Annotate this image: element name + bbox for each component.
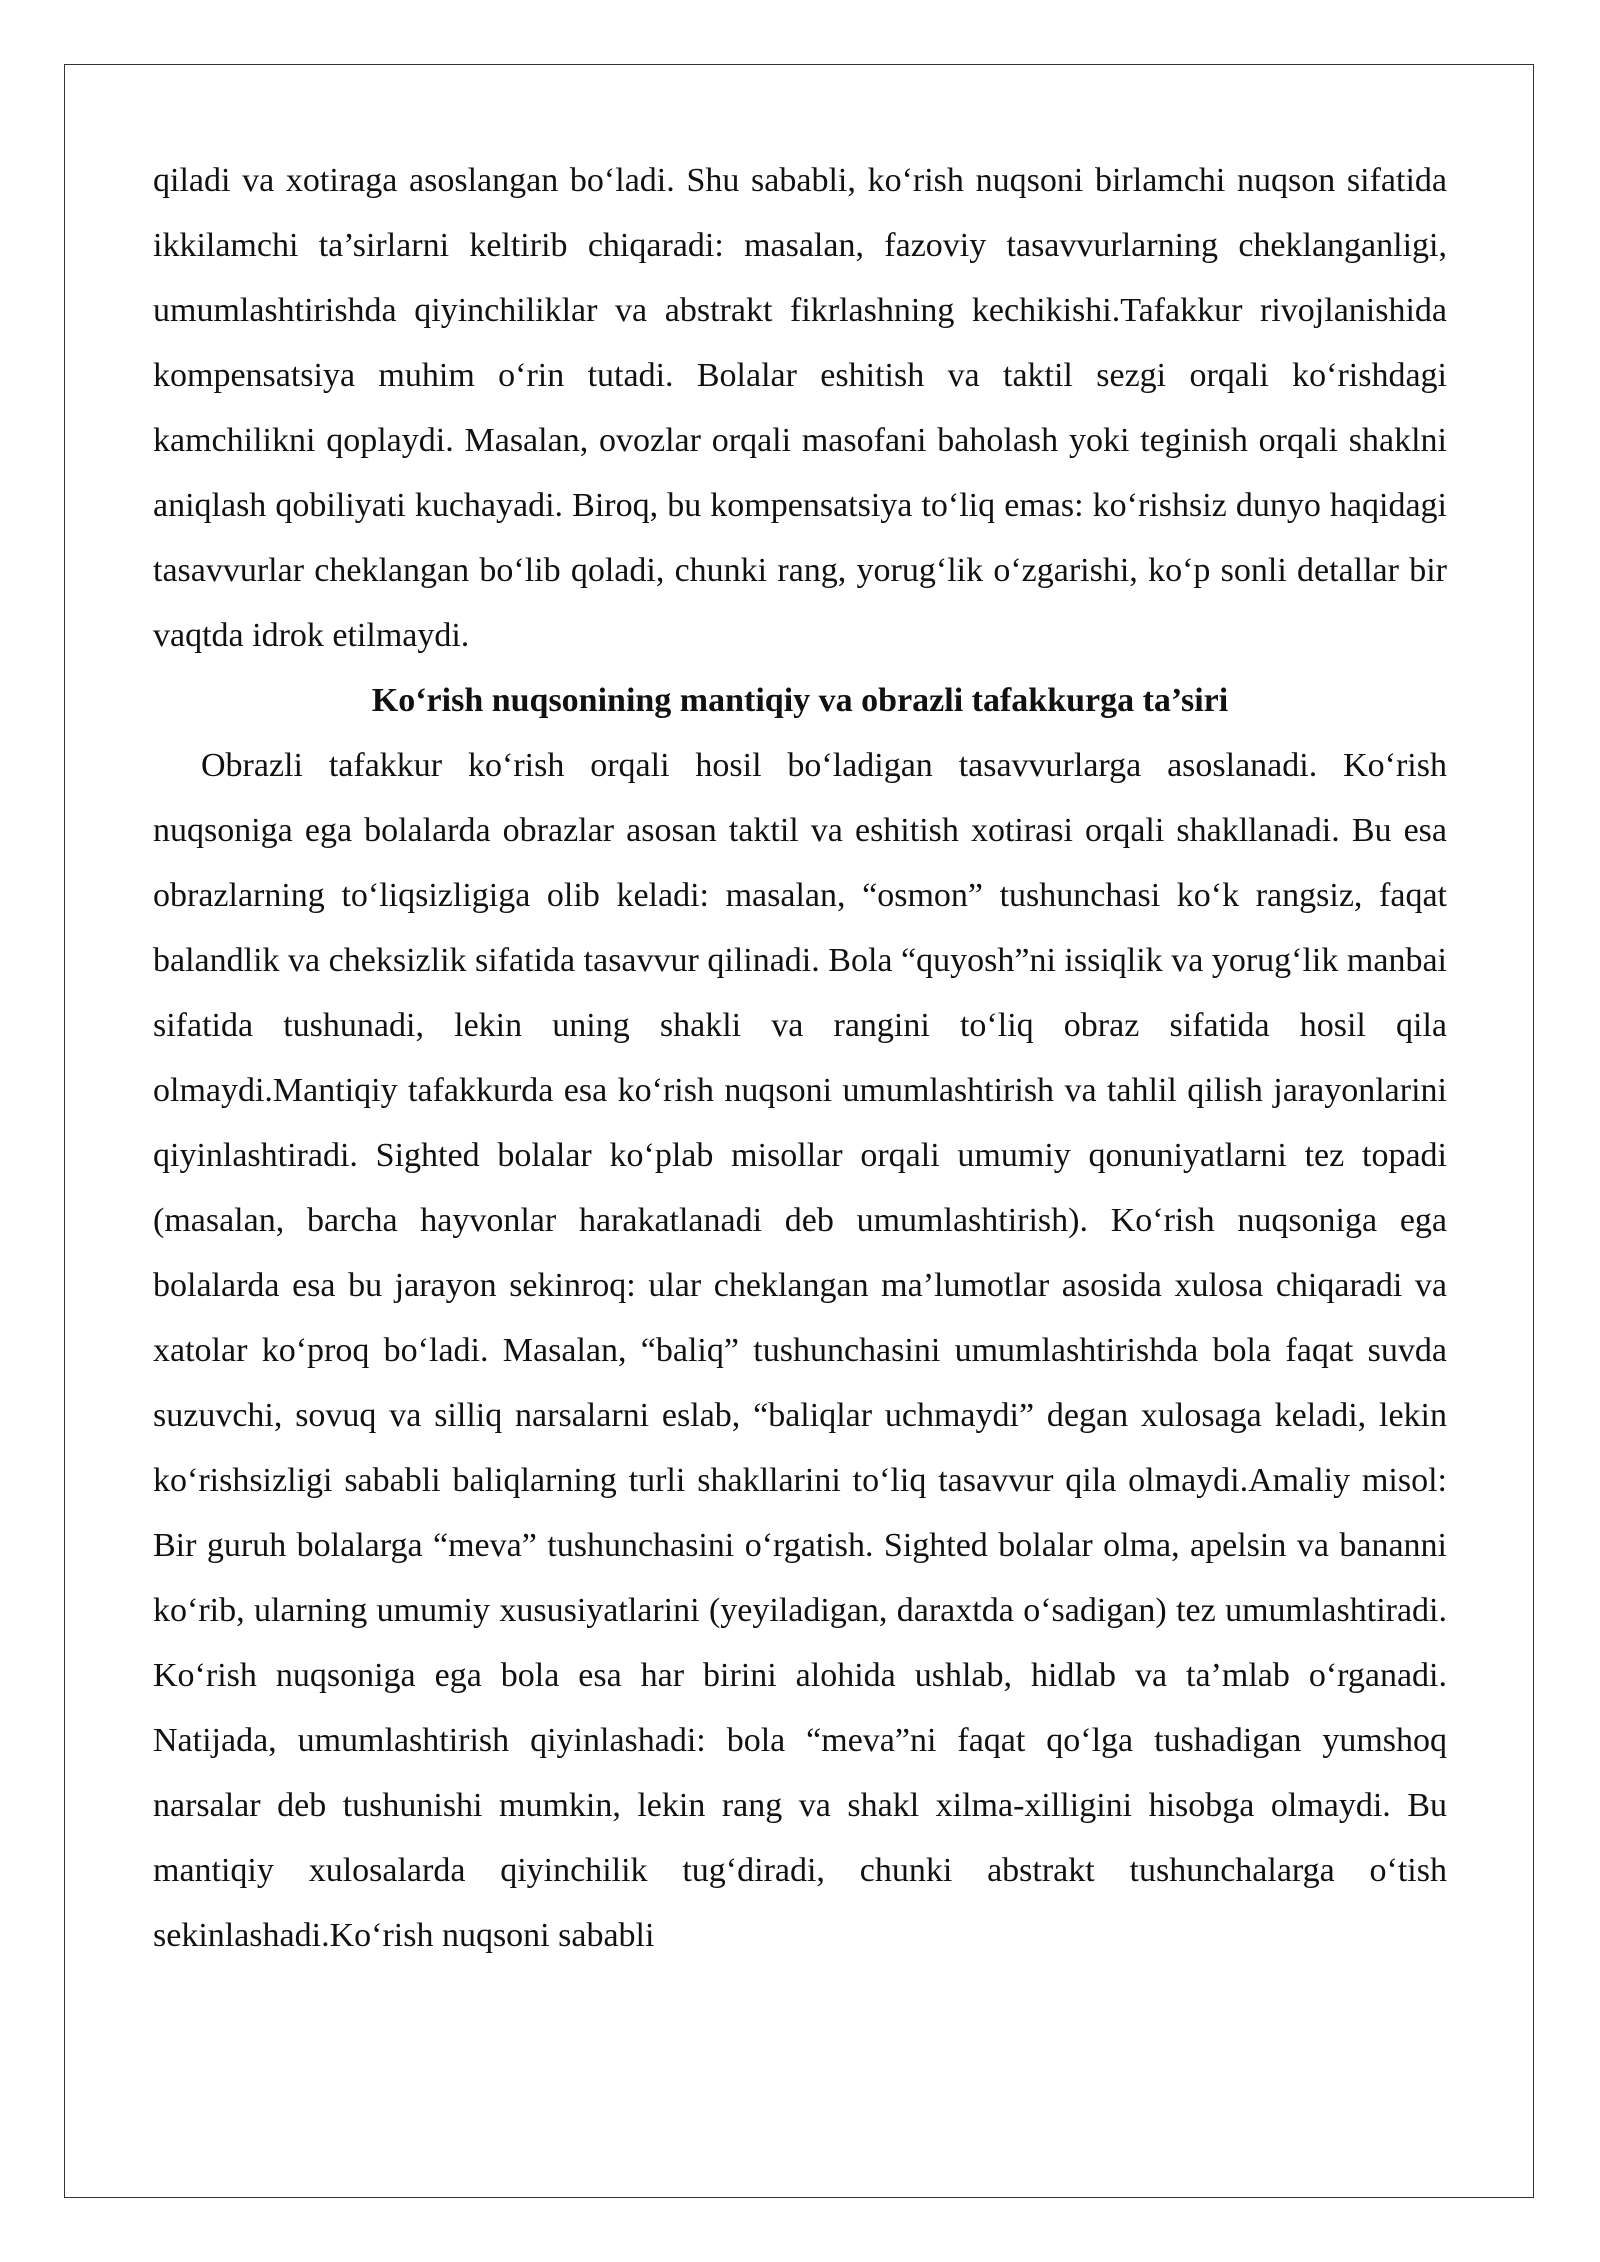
section-heading: Ko‘rish nuqsonining mantiqiy va obrazli tafakkurga ta’siri: [371, 682, 1229, 719]
paragraph-main: Obrazli tafakkur ko‘rish orqali hosil bo‘ladigan tasavvurlarga asoslanadi. Ko‘rish nuqsoniga ega bolalarda obrazlar asosan taktil va eshitish xotirasi orqali shakllanadi. Bu esa obrazlarning to‘liqsizligiga olib keladi: masalan, “osmon” tushunchasi ko‘k rangsiz, faqat balandlik va cheksizlik sifatida tasavvur qilinadi. Bola “quyosh”ni issiqlik va yorug‘lik manbai sifatida tushunadi, lekin uning shakli va rangini to‘liq obraz sifatida hosil qila olmaydi.Mantiqiy tafakkurda esa ko‘rish nuqsoni umumlashtirish va tahlil qilish jarayonlarini qiyinlashtiradi. Sighted bolalar ko‘plab misollar orqali umumiy qonuniyatlarni tez topadi (masalan, barcha hayvonlar harakatlanadi deb umumlashtirish). Ko‘rish nuqsoniga ega bolalarda esa bu jarayon sekinroq: ular cheklangan ma’lumotlar asosida xulosa chiqaradi va xatolar ko‘proq bo‘ladi. Masalan, “baliq” tushunchasini umumlashtirishda bola faqat suvda suzuvchi, sovuq va silliq narsalarni eslab, “baliqlar uchmaydi” degan xulosaga keladi, lekin ko‘rishsizligi sababli baliqlarning turli shakllarini to‘liq tasavvur qila olmaydi.Amaliy misol: Bir guruh bolalarga “meva” tushunchasini o‘rgatish. Sighted bolalar olma, apelsin va bananni ko‘rib, ularning umumiy xususiyatlarini (yeyiladigan, daraxtda o‘sadigan) tez umumlashtiradi. Ko‘rish nuqsoniga ega bola esa har birini alohida ushlab, hidlab va ta’mlab o‘rganadi. Natijada, umumlashtirish qiyinlashadi: bola “meva”ni faqat qo‘lga tushadigan yumshoq narsalar deb tushunishi mumkin, lekin rang va shakl xilma-xilligini hisobga olmaydi. Bu mantiqiy xulosalarda qiyinchilik tug‘diradi, chunki abstrakt tushunchalarga o‘tish sekinlashadi.Ko‘rish nuqsoni sababli: [153, 747, 1447, 1954]
paragraph-continuation: qiladi va xotiraga asoslangan bo‘ladi. Shu sababli, ko‘rish nuqsoni birlamchi nuqson sifatida ikkilamchi ta’sirlarni keltirib chiqaradi: masalan, fazoviy tasavvurlarning cheklanganligi, umumlashtirishda qiyinchiliklar va abstrakt fikrlashning kechikishi.Tafakkur rivojlanishida kompensatsiya muhim o‘rin tutadi. Bolalar eshitish va taktil sezgi orqali ko‘rishdagi kamchilikni qoplaydi. Masalan, ovozlar orqali masofani baholash yoki teginish orqali shaklni aniqlash qobiliyati kuchayadi. Biroq, bu kompensatsiya to‘liq emas: ko‘rishsiz dunyo haqidagi tasavvurlar cheklangan bo‘lib qoladi, chunki rang, yorug‘lik o‘zgarishi, ko‘p sonli detallar bir vaqtda idrok etilmaydi.: [153, 162, 1447, 654]
document-body: [153, 148, 1447, 1968]
